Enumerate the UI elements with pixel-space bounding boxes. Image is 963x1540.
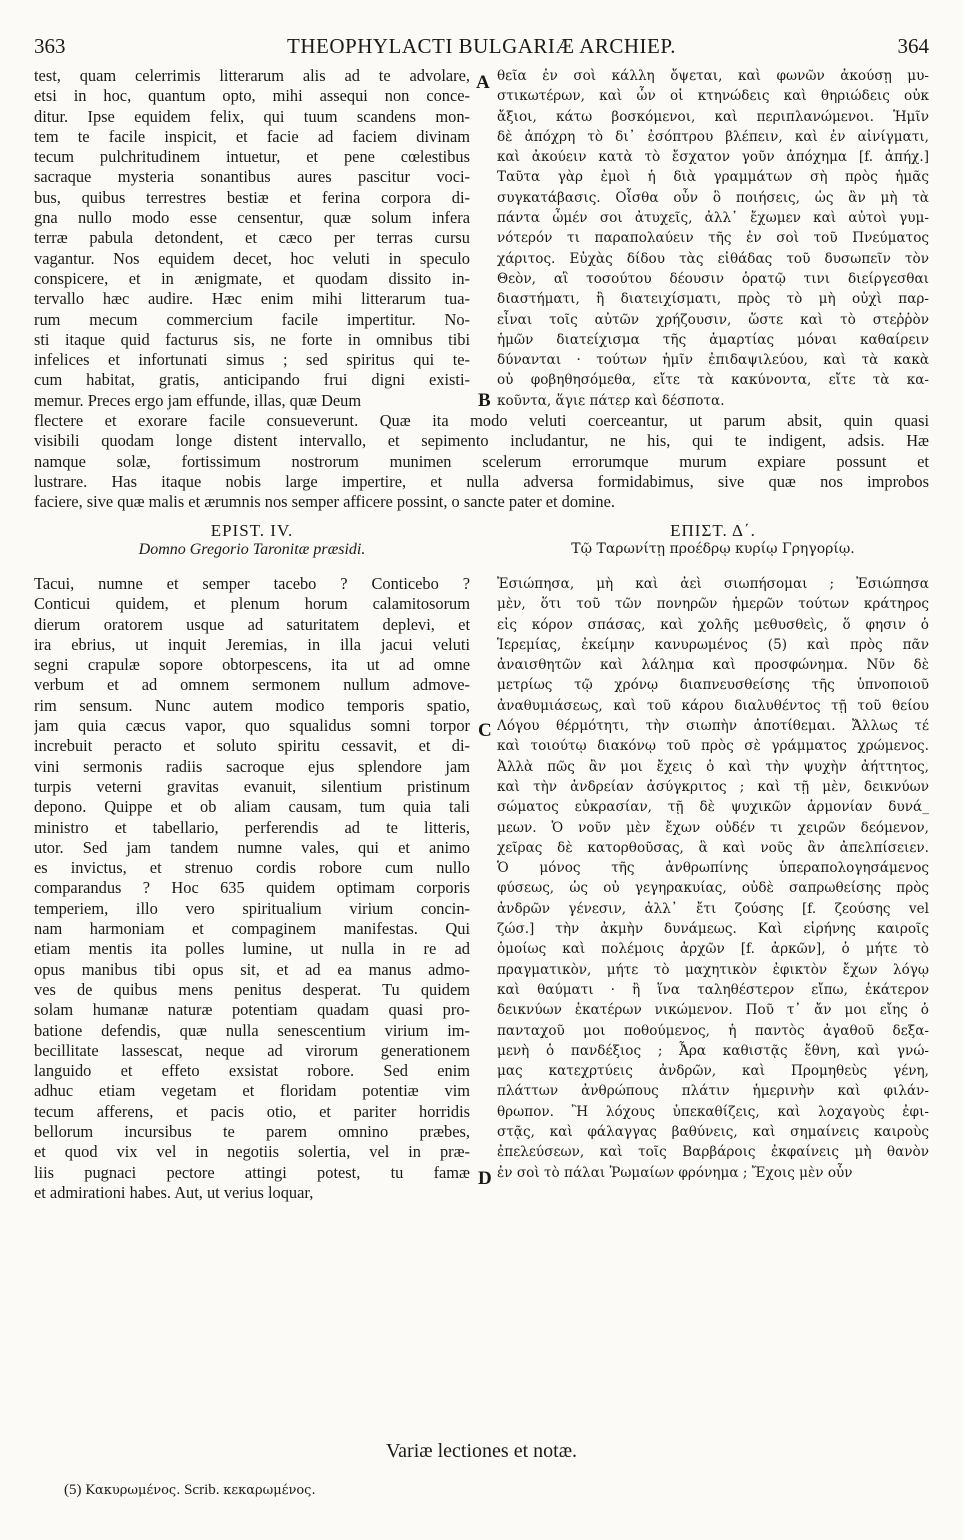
running-title: THEOPHYLACTI BULGARIÆ ARCHIEP.: [287, 34, 676, 58]
text-line: θρωπον. Ἢ λόχους ὑπεκαθίζεις, καὶ λοχαγοὺς ἐφι-: [497, 1103, 929, 1120]
text-line: καὶ τὴν ἀνδρείαν ἀσύγκριτος ; καὶ τῇ μὲν, δεικνύων: [497, 778, 929, 795]
text-line: ἄξιοι, κάτω βοσκόμενοι, καὶ περιπλανώμενοι. Ἡμῖν: [497, 108, 929, 125]
text-line: lustrare. Has itaque nobis large impertire, et nulla adversa formidabimus, sive quæ nos improbos: [34, 471, 929, 491]
text-line: μας κατεχρτύεις ἀνδρῶν, καὶ Προμηθεὺς γένη,: [497, 1063, 929, 1080]
greek-epistle-title: ΕΠΙΣΤ. Δ΄.: [670, 521, 756, 540]
latin-top-column: [34, 66, 470, 411]
text-line: καὶ ἀκούειν κατὰ τὸ ἔσχατον γοῦν ἀπόχημα [f. ἀπήχ.]: [497, 149, 929, 166]
text-line: διαστήματι, ἢ διατειχίσματι, πρὸς τὸ μὴ οὐχὶ παρ-: [497, 291, 929, 308]
text-line: sti itaque quid facturus sis, ne forte in omnibus tibi: [34, 329, 470, 349]
text-line: καὶ τοιούτῳ διακόνῳ τοῦ πρὸς σὲ γράμματος χρώμενος.: [497, 738, 929, 755]
page-header: [34, 34, 929, 64]
margin-marker-a: A: [476, 72, 490, 93]
latin-epistle-heading: [34, 521, 470, 559]
greek-epistle-heading: [497, 521, 929, 557]
text-line: ves de quibus mens penitus desperat. Tu quidem: [34, 979, 470, 999]
text-line: infelices et infortunati simus ; sed spiritus qui te-: [34, 350, 470, 370]
full-width-paragraph: [34, 411, 929, 512]
text-line: etiam mentis ita polles lumine, ut nulla in re ad: [34, 939, 470, 959]
text-line: συγκατάβασις. Οἶσθα οὖν ὃ ποιήσεις, ὡς ἂν μὴ τὰ: [497, 189, 929, 206]
text-line: Λόγου θέρμότητι, τὴν σιωπὴν ἀποτίθεμαι. Ἄλλως τέ: [497, 718, 929, 735]
margin-marker-d: D: [478, 1168, 492, 1189]
latin-bottom-column: [34, 574, 470, 1203]
text-line: visibili quodam longe distent intervallo, et sepimento includantur, ne his, qui te indigent, adsis. Hæ: [34, 431, 929, 451]
text-line: es invictus, et strenuo cordis robore cum nullo: [34, 858, 470, 878]
text-line: conspicere, et in ænigmate, et quodam dissito in-: [34, 268, 470, 288]
text-line: flectere et exorare facile consueverunt. Quæ ita modo veluti coerceantur, ut parum absit, quin quasi: [34, 411, 929, 430]
right-page-number: 364: [897, 34, 929, 58]
text-line: Ἀλλὰ πῶς ἂν μοι ἔχεις ὁ καὶ τὴν ψυχὴν ἀήττητος,: [497, 758, 929, 775]
text-line: tem te facile inspicit, et facie ad faciem divinam: [34, 126, 470, 146]
text-line: ministro et tabellario, perferendis ad te litteris,: [34, 817, 470, 837]
text-line: utor. Sed jam tandem numne vales, qui et animo: [34, 837, 470, 857]
text-line: δεικνύων ἑκατέρων νικώμενον. Ποῦ τ᾽ ἄν μοι εἴης ὁ: [497, 1002, 929, 1019]
text-line: ἀναισθητῶν καὶ λάλημα καὶ προσφώνημα. Νῦν δὲ: [497, 657, 929, 674]
text-line: sacraque mysteria sonantibus aures pascitur voci-: [34, 167, 470, 187]
text-line: μὲν, ὅτι τοῦ τῶν πονηρῶν ἡμερῶν τούτων κράτηρος: [497, 596, 929, 613]
text-line: πάντα ὦμέν σοι ἀτυχεῖς, ἀλλ᾽ ἔχωμεν καὶ αὐτοὶ γυμ-: [497, 210, 929, 227]
text-line: tervallo hæc audire. Hæc enim mihi litterarum tua-: [34, 289, 470, 309]
text-line: ἐν σοὶ τὸ πάλαι Ῥωμαίων φρόνημα ; Ἔχοις μὲν οὖν: [497, 1164, 853, 1181]
text-line: temperiem, illo vero spiritualium virium concin-: [34, 898, 470, 918]
text-line: εἰς κόρον σπάσας, καὶ χολῆς μεθυσθεὶς, ὅ φησιν ὁ: [497, 616, 929, 633]
text-line: ditur. Ipse equidem felix, qui tuum scandens mon-: [34, 106, 470, 126]
text-line: test, quam celerrimis litterarum alis ad te advolare,: [34, 66, 470, 85]
text-line: comparandus ? Hoc 635 quidem optimam corporis: [34, 878, 470, 898]
text-line: tecum afferens, et pacis otio, et pariter horridis: [34, 1101, 470, 1121]
text-line: μετρίως τῷ χρόνῳ διαπνευσθείσης τῆς ὑπνοποιοῦ: [497, 677, 929, 694]
text-line: verbum et ad omnem sermonem nullum admove-: [34, 675, 470, 695]
text-line: ἐπελεύσεων, καὶ τοῖς Βαρβάροις ἐκφαίνεις μὴ θανὸν: [497, 1144, 929, 1161]
text-line: καὶ θαύματι · ἢ ἵνα ταληθέστερον εἴπω, ἑκάτερον: [497, 981, 929, 998]
footnote-number: (5): [64, 1482, 82, 1498]
text-line: rim sensum. Nunc autem modico temporis spatio,: [34, 695, 470, 715]
text-line: dierum oratorem usque ad saturitatem deplevi, et: [34, 614, 470, 634]
text-line: increbuit peracto et soluto spiritu cessavit, et di-: [34, 736, 470, 756]
text-line: becillitate lassescat, neque ad virorum generationem: [34, 1040, 470, 1060]
text-line: ira ebrius, ut inquit Jeremias, in illa jacui veluti: [34, 634, 470, 654]
left-page-number: 363: [34, 34, 66, 58]
text-line: batione defendis, quæ nulla senescentium virium im-: [34, 1020, 470, 1040]
text-line: μενὴ ὁ πανδέξιος ; Ἆρα καθιστᾷς ἔθνη, καὶ γνώ-: [497, 1042, 929, 1059]
text-line: cum habitat, gratis, anticipando frui digni existi-: [34, 370, 470, 390]
greek-epistle-subtitle: Τῷ Ταρωνίτῃ προέδρῳ κυρίῳ Γρηγορίῳ.: [571, 541, 855, 557]
text-line: κοῦντα, ἅγιε πάτερ καὶ δέσποτα.: [497, 392, 725, 409]
text-line: bellorum incursibus te parem omnino præbes,: [34, 1122, 470, 1142]
footnote-word: Κακυρωμένος.: [85, 1483, 181, 1498]
text-line: δὲ ἀπόχρη τὸ δι᾽ ἐσόπτρου βλέπειν, καὶ ἐν αἰνίγματι,: [497, 128, 929, 145]
text-line: πραγματικὸν, μήτε τὸ μαχητικὸν ἐφικτὸν ἔχων λόγῳ: [497, 961, 929, 978]
text-line: terræ pabula detondent, et cæco per terras cursu: [34, 228, 470, 248]
text-line: ζώσ.] τὴν ἀκμὴν δυνάμεως. Καὶ εἰρήνης καιροῖς: [497, 921, 929, 938]
greek-bottom-column: [497, 574, 929, 1183]
text-line: rum mecum commercium facile impertitur. No-: [34, 309, 470, 329]
text-line: ὁμοίως καὶ πολέμοις ἀρχῶν [f. ἀρκῶν], ὁ μήτε τὸ: [497, 941, 929, 958]
text-line: tecum pulchritudinem intuetur, et pene cœlestibus: [34, 147, 470, 167]
text-line: namque solæ, fortissimum nostrorum munimen scelerum errorumque murum expiare possunt et: [34, 451, 929, 471]
text-line: et quod vix vel in negotiis solertia, vel in præ-: [34, 1142, 470, 1162]
text-line: faciere, sive quæ malis et ærumnis nos semper afficere possint, o sancte pater et domine.: [34, 492, 615, 512]
footnote: [64, 1482, 316, 1499]
text-line: χεῖρας δὲ κατορθοῦσας, ἃ καὶ νοῦς ἂν ἀπελπίσειεν.: [497, 839, 929, 856]
text-line: vini sermonis radiis sacroque ejus splendore jam: [34, 756, 470, 776]
text-line: memur. Preces ergo jam effunde, illas, quæ Deum: [34, 390, 362, 410]
text-line: στᾷς, καὶ φάλαγγας βαθύνεις, καὶ σημαίνεις καιροὺς: [497, 1124, 929, 1141]
text-line: πανταχοῦ μοι ποθούμενος, ἡ παντὸς ἀγαθοῦ δεξα-: [497, 1022, 929, 1039]
text-line: Ὁ μόνος τῆς ἀνθρωπίνης ὑπεραπολογησάμενος: [497, 860, 929, 877]
text-line: μεων. Ὁ νοῦν μὲν ἔχων οὐδέν τι χειρῶν δεόμενον,: [497, 819, 929, 836]
greek-top-column: [497, 66, 929, 411]
text-line: εἶναι τοῖς αὐτῶν χρήζουσιν, ὥστε καὶ τὸ στεῤῥὸν: [497, 311, 929, 328]
text-line: στικωτέρων, καὶ ὧν οἱ κτηνώδεις καὶ θηριώδεις οὐκ: [497, 88, 929, 105]
text-line: Θεὸν, αἳ τοσούτου δέουσιν ὁρατῷ τινι διείργεσθαι: [497, 270, 929, 287]
margin-marker-c: C: [478, 720, 492, 741]
text-line: οὐ φοβηθησόμεθα, εἴτε τὰ κακύνοντα, εἴτε τὰ κα-: [497, 372, 929, 389]
text-line: νότερόν τι παραπολαύειν τῆς ἐν σοὶ τοῦ Πνεύματος: [497, 230, 929, 247]
text-line: bus, quibus terrestres bestiæ et ferina corpora di-: [34, 187, 470, 207]
notes-title: Variæ lectiones et notæ.: [385, 1440, 578, 1462]
text-line: etsi in hoc, quantum opto, mihi assequi non conce-: [34, 86, 470, 106]
latin-epistle-title: EPIST. IV.: [210, 521, 294, 540]
text-line: segni crapulæ sopore obtorpescens, ita ut ad omne: [34, 655, 470, 675]
text-line: χάριτος. Εὐχὰς δίδου τὰς εἰθάδας τοῦ δυσωπεῖν τὸν: [497, 250, 929, 267]
text-line: liis pugnaci pectore attingi potest, tu famæ: [34, 1162, 470, 1182]
text-line: solam humanæ naturæ potentiam quadam quasi pro-: [34, 1000, 470, 1020]
text-line: σώματος εὐκρασίαν, τῇ δὲ ψυχικῶν ἁρμονίαν δυνά_: [497, 799, 929, 816]
text-line: opus manibus tibi opus sit, et ad ea manus admo-: [34, 959, 470, 979]
text-line: ἀναθυμιάσεως, καὶ τοῦ κάρου διαλυθέντος τῇ τοῦ θείου: [497, 697, 929, 714]
text-line: gna nullo modo esse censentur, quæ solum infera: [34, 208, 470, 228]
text-line: Tacui, numne et semper tacebo ? Conticebo ?: [34, 574, 470, 593]
text-line: et admirationi habes. Aut, ut verius loquar,: [34, 1182, 314, 1202]
text-line: Ἐσιώπησα, μὴ καὶ ἀεὶ σιωπήσομαι ; Ἐσιώπησα: [497, 576, 929, 592]
text-line: jam quia cæcus vapor, quo squalidus somni torpor: [34, 716, 470, 736]
text-line: Ἱερεμίας, ἐκείμην κανυρωμένος (5) καὶ πρὸς πᾶν: [497, 636, 929, 653]
text-line: depono. Quippe et ob aliam causam, tum quia tali: [34, 797, 470, 817]
text-line: θεῖα ἐν σοὶ κάλλη ὄψεται, καὶ φωνῶν ἀκούσῃ μυ-: [497, 68, 929, 84]
text-line: δύνανται · τούτων ἡμῖν ἐπιδαψιλεύου, καὶ τὰ κακὰ: [497, 352, 929, 369]
latin-epistle-subtitle: Domno Gregorio Taronitæ præsidi.: [138, 541, 366, 558]
margin-marker-b: B: [478, 390, 491, 411]
text-line: adhuc etiam vegetam et floridam potentiæ vim: [34, 1081, 470, 1101]
text-line: φύσεως, ὡς οὐ γεγηρακυίας, οὐδὲ σαπρωθείσης πρὸς: [497, 880, 929, 897]
footnote-scrib: Scrib.: [184, 1482, 220, 1498]
text-line: languido et effeto exsistat robore. Sed enim: [34, 1061, 470, 1081]
text-line: nam harmoniam et compaginem manifestas. Qui: [34, 919, 470, 939]
text-line: Conticui quidem, et plenum horum calamitosorum: [34, 594, 470, 614]
text-line: πλάττων ἀνθρώπους πλάτιν ἡμερινὴν καὶ φιλάν-: [497, 1083, 929, 1100]
text-line: ἀνδρῶν γένεσιν, ἀλλ᾽ ἔτι ζούσης [f. ζεούσης vel: [497, 900, 929, 917]
text-line: vagantur. Nos equidem decet, hoc veluti in speculo: [34, 248, 470, 268]
text-line: ἡμῶν διατείχισμα τῆς ἁμαρτίας μόναι καθαίρειν: [497, 331, 929, 348]
footnote-correction: κεκαρωμένος.: [223, 1483, 316, 1498]
text-line: turpis veterni gravitas evanuit, silentium pristinum: [34, 776, 470, 796]
text-line: Ταῦτα γὰρ ἐμοὶ ἡ διὰ γραμμάτων σὴ πρὸς ἡμᾶς: [497, 169, 929, 186]
